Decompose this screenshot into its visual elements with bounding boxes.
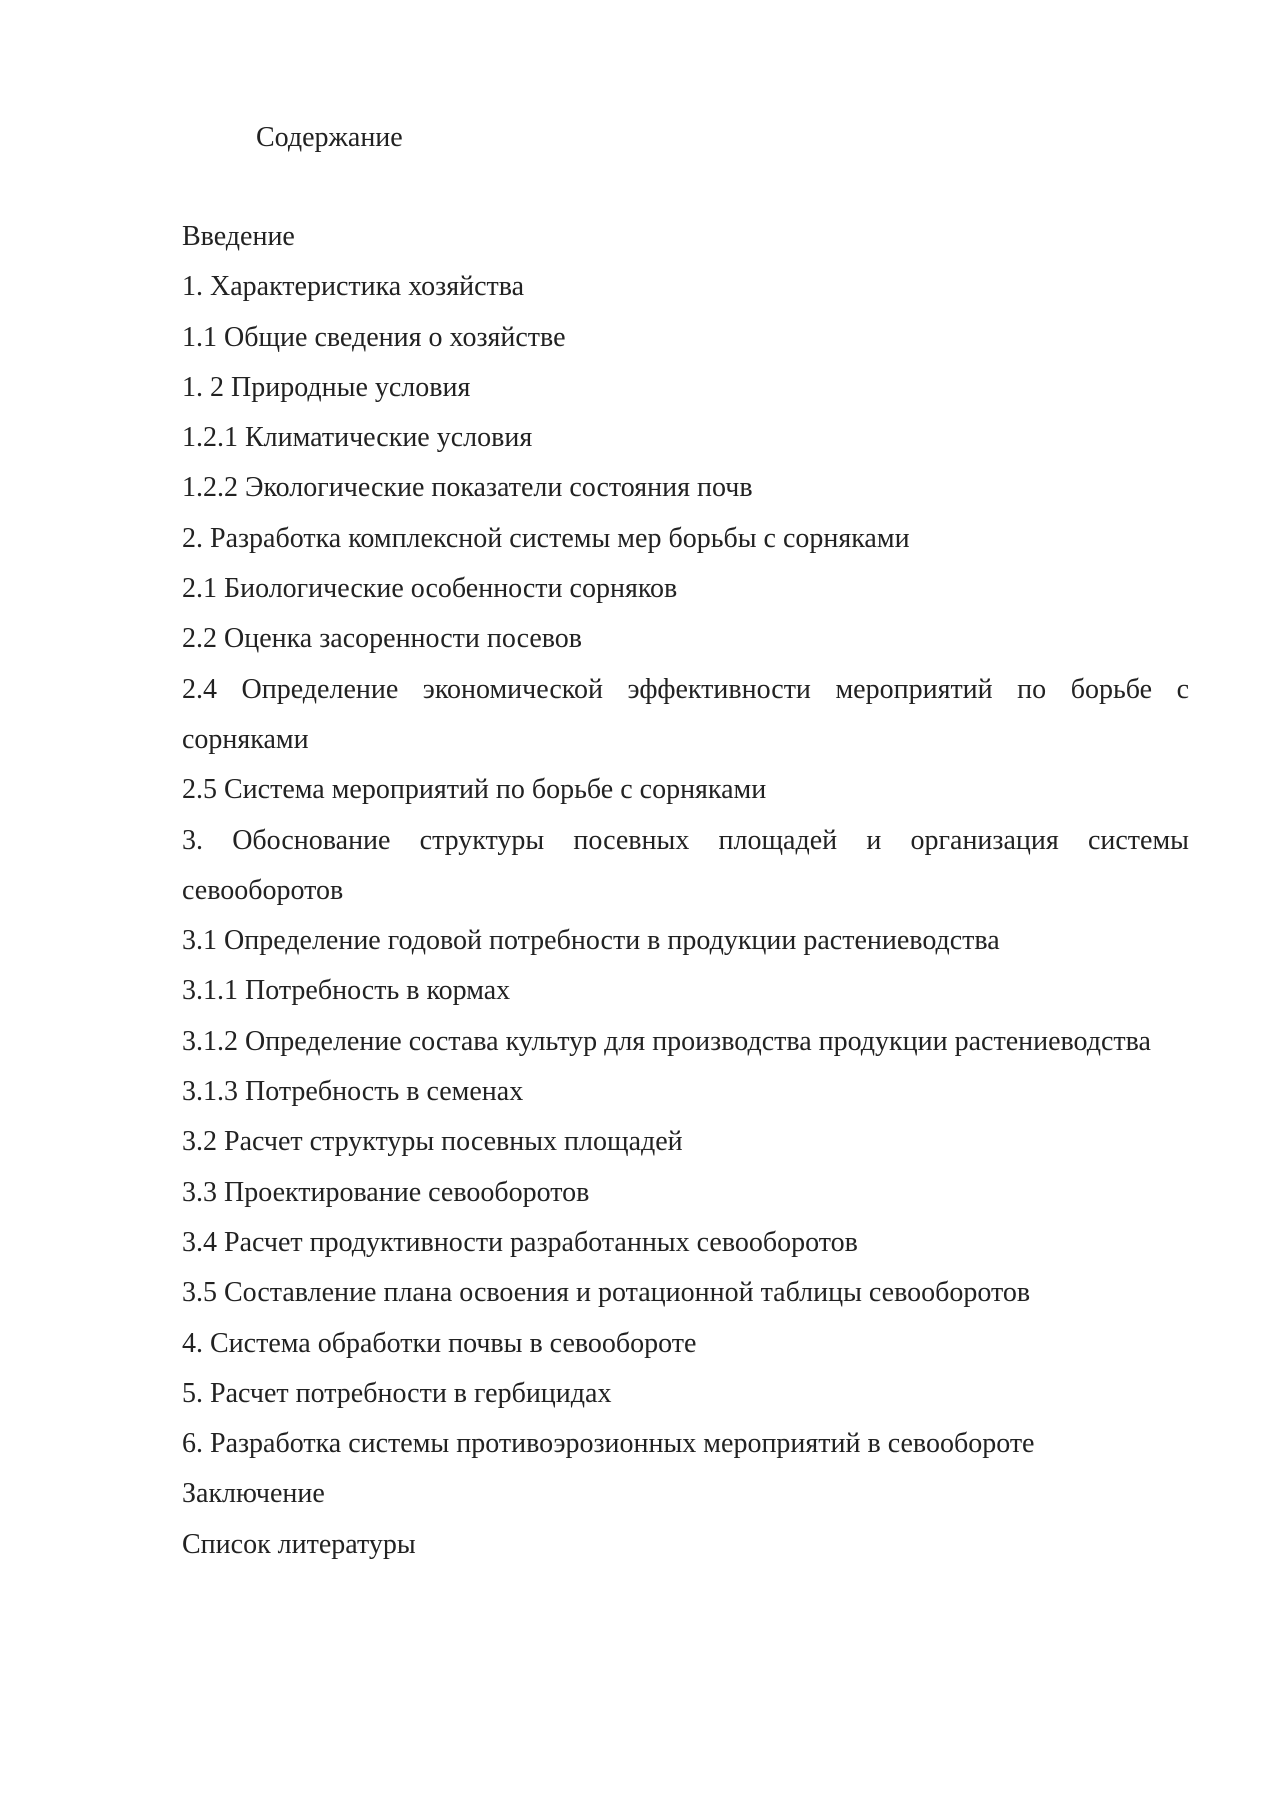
- toc-item: 3.4 Расчет продуктивности разработанных севооборотов: [182, 1226, 858, 1258]
- toc-item: 2.4 Определение экономической эффективности мероприятий по борьбе с сорняками: [182, 673, 1189, 755]
- toc-item: Список литературы: [182, 1528, 416, 1560]
- toc-item: 2. Разработка комплексной системы мер борьбы с сорняками: [182, 522, 910, 554]
- toc-item: 1.2.2 Экологические показатели состояния почв: [182, 472, 753, 504]
- toc-item: 3.1.1 Потребность в кормах: [182, 975, 511, 1007]
- toc-item: 3.3 Проектирование севооборотов: [182, 1176, 590, 1208]
- toc-item: Введение: [182, 221, 295, 252]
- toc-item: 3.2 Расчет структуры посевных площадей: [182, 1126, 683, 1158]
- toc-item: 3.1.2 Определение состава культур для производства продукции растениеводства: [182, 1025, 1151, 1057]
- toc-item: 4. Система обработки почвы в севообороте: [182, 1327, 697, 1359]
- toc-item: 2.1 Биологические особенности сорняков: [182, 573, 678, 605]
- page-title: Содержание: [256, 122, 403, 153]
- toc-item: 6. Разработка системы противоэрозионных мероприятий в севообороте: [182, 1428, 1035, 1460]
- toc-item: 2.5 Система мероприятий по борьбе с сорняками: [182, 774, 767, 806]
- toc-item: Заключение: [182, 1478, 325, 1510]
- toc-item: 2.2 Оценка засоренности посевов: [182, 623, 583, 655]
- toc-item: 1.2.1 Климатические условия: [182, 422, 533, 454]
- toc-item: 1. 2 Природные условия: [182, 371, 471, 403]
- toc-item: 3.1 Определение годовой потребности в продукции растениеводства: [182, 925, 1000, 957]
- toc-item: 1. Характеристика хозяйства: [182, 271, 525, 303]
- toc-item: 5. Расчет потребности в гербицидах: [182, 1377, 612, 1409]
- toc-item: 3.5 Составление плана освоения и ротационной таблицы севооборотов: [182, 1277, 1031, 1309]
- toc-item: 1.1 Общие сведения о хозяйстве: [182, 321, 566, 353]
- table-of-contents: [182, 212, 1189, 1570]
- toc-item: 3. Обоснование структуры посевных площадей и организация системы севооборотов: [182, 824, 1189, 906]
- toc-item: 3.1.3 Потребность в семенах: [182, 1076, 524, 1108]
